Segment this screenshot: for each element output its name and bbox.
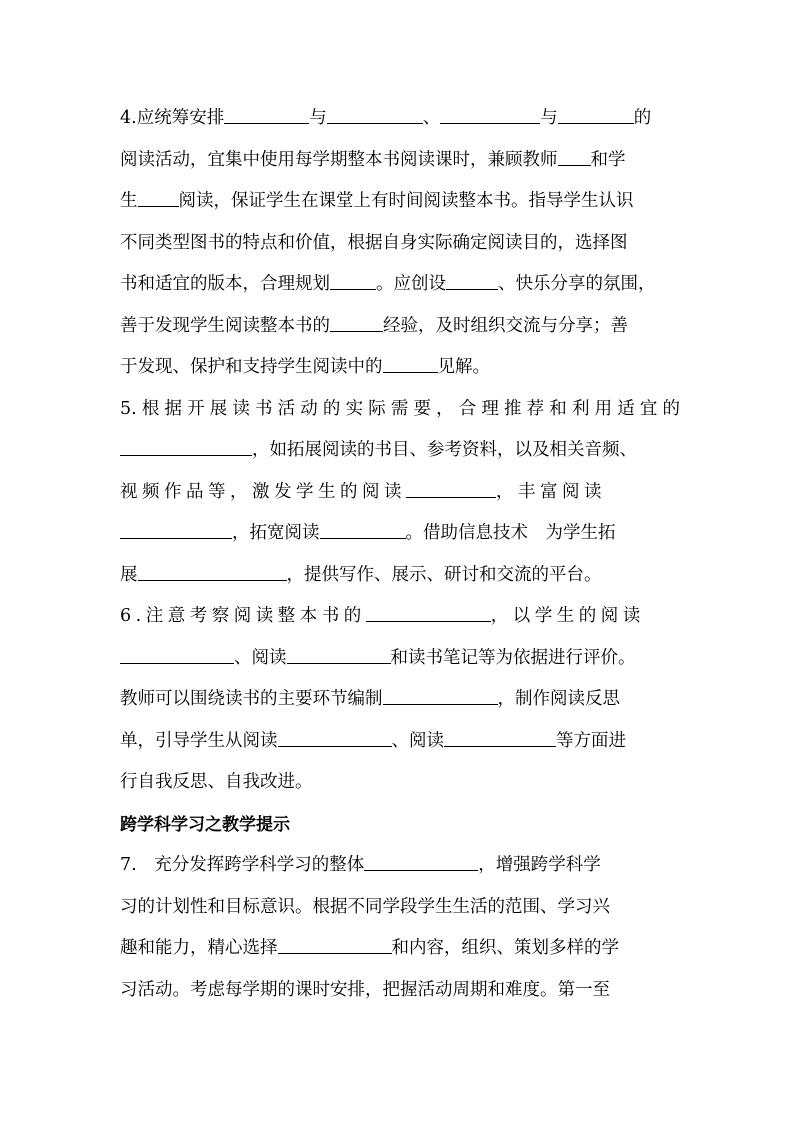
section-heading: 跨学科学习之教学提示: [120, 815, 290, 835]
item6-line4: [120, 729, 680, 753]
item4-line6: [120, 314, 680, 338]
text: 单，引导学生从阅读: [120, 731, 278, 751]
fill-blank[interactable]: [444, 729, 556, 747]
fill-blank[interactable]: [446, 272, 498, 290]
item4-line7: [120, 355, 680, 379]
fill-blank[interactable]: [138, 189, 179, 207]
text: 、快乐分享的氛围，: [498, 274, 656, 294]
fill-blank[interactable]: [330, 272, 376, 290]
text: 、阅读: [391, 731, 444, 751]
item4-line1: [120, 106, 680, 130]
fill-blank[interactable]: [558, 106, 634, 124]
fill-blank[interactable]: [120, 438, 252, 456]
text: ，如拓展阅读的书目、参考资料，以及相关音频、: [252, 440, 637, 460]
item7-line4: 习活动。考虑每学期的课时安排，把握活动周期和难度。第一至: [120, 980, 610, 1000]
fill-blank[interactable]: [138, 563, 287, 581]
text: ，丰富阅读: [496, 482, 606, 502]
text: 与: [309, 108, 327, 128]
text: ，以学生的阅读: [490, 606, 645, 626]
item6-line2: [120, 646, 680, 670]
item7-line3: [120, 936, 680, 960]
fill-blank[interactable]: [558, 148, 591, 166]
item4-line4: 不同类型图书的特点和价值，根据自身实际确定阅读目的，选择图: [120, 233, 628, 253]
text: ，增强跨学科学: [478, 855, 601, 875]
text: 善于发现学生阅读整本书的: [120, 316, 330, 336]
item7-line2: 习的计划性和目标意识。根据不同学段学生生活的范围、学习兴: [120, 897, 610, 917]
text: 与: [540, 108, 558, 128]
text: 6.注意考察阅读整本书的: [120, 606, 366, 626]
text: 4.应统筹安排: [120, 108, 225, 128]
text: ，提供写作、展示、研讨和交流的平台。: [286, 565, 602, 585]
item5-line3: [120, 480, 680, 504]
item5-line2: [120, 438, 680, 462]
text: 、阅读: [234, 648, 287, 668]
text: 书和适宜的版本，合理规划: [120, 274, 330, 294]
fill-blank[interactable]: [120, 521, 232, 539]
fill-blank[interactable]: [383, 687, 498, 705]
item4-line3: [120, 189, 680, 213]
text: 经验，及时组织交流与分享；善: [383, 316, 628, 336]
item5-line1: 5.根据开展读书活动的实际需要，合理推荐和利用适宜的: [120, 399, 680, 419]
item5-line4: [120, 521, 680, 545]
text: 的: [633, 108, 652, 128]
text: 阅读，保证学生在课堂上有时间阅读整本书。指导学生认识: [178, 191, 634, 211]
fill-blank[interactable]: [440, 106, 540, 124]
text: ，制作阅读反思: [497, 689, 620, 709]
fill-blank[interactable]: [278, 729, 392, 747]
text: 和内容，组织、策划多样的学: [391, 938, 619, 958]
text: ，拓宽阅读: [232, 523, 320, 543]
item4-line5: [120, 272, 680, 296]
fill-blank[interactable]: [224, 106, 309, 124]
fill-blank[interactable]: [327, 106, 423, 124]
fill-blank[interactable]: [406, 480, 496, 498]
item4-line2: [120, 148, 680, 172]
fill-blank[interactable]: [383, 355, 438, 373]
item5-line5: [120, 563, 680, 587]
fill-blank[interactable]: [320, 521, 406, 539]
fill-blank[interactable]: [120, 646, 234, 664]
item7-line1: [120, 853, 680, 877]
text: 展: [120, 565, 138, 585]
fill-blank[interactable]: [287, 646, 391, 664]
fill-blank[interactable]: [278, 936, 392, 954]
text: 阅读活动，宜集中使用每学期整本书阅读课时，兼顾教师: [120, 150, 558, 170]
text: 7. 充分发挥跨学科学习的整体: [120, 855, 365, 875]
fill-blank[interactable]: [364, 853, 478, 871]
fill-blank[interactable]: [366, 604, 491, 622]
text: 、: [422, 108, 441, 128]
text: 于发现、保护和支持学生阅读中的: [120, 357, 383, 377]
text: 等方面进: [556, 731, 626, 751]
text: 。应创设: [376, 274, 446, 294]
text: 生: [120, 191, 138, 211]
text: 和学: [590, 150, 626, 170]
fill-blank[interactable]: [330, 314, 383, 332]
item6-line5: 行自我反思、自我改进。: [120, 772, 313, 792]
text: 教师可以围绕读书的主要环节编制: [120, 689, 383, 709]
text: 趣和能力，精心选择: [120, 938, 278, 958]
text: 视频作品等，激发学生的阅读: [120, 482, 406, 502]
text: 。借助信息技术 为学生拓: [405, 523, 616, 543]
item6-line3: [120, 687, 680, 711]
text: 和读书笔记等为依据进行评价。: [390, 648, 636, 668]
item6-line1: [120, 604, 680, 628]
text: 见解。: [437, 357, 490, 377]
